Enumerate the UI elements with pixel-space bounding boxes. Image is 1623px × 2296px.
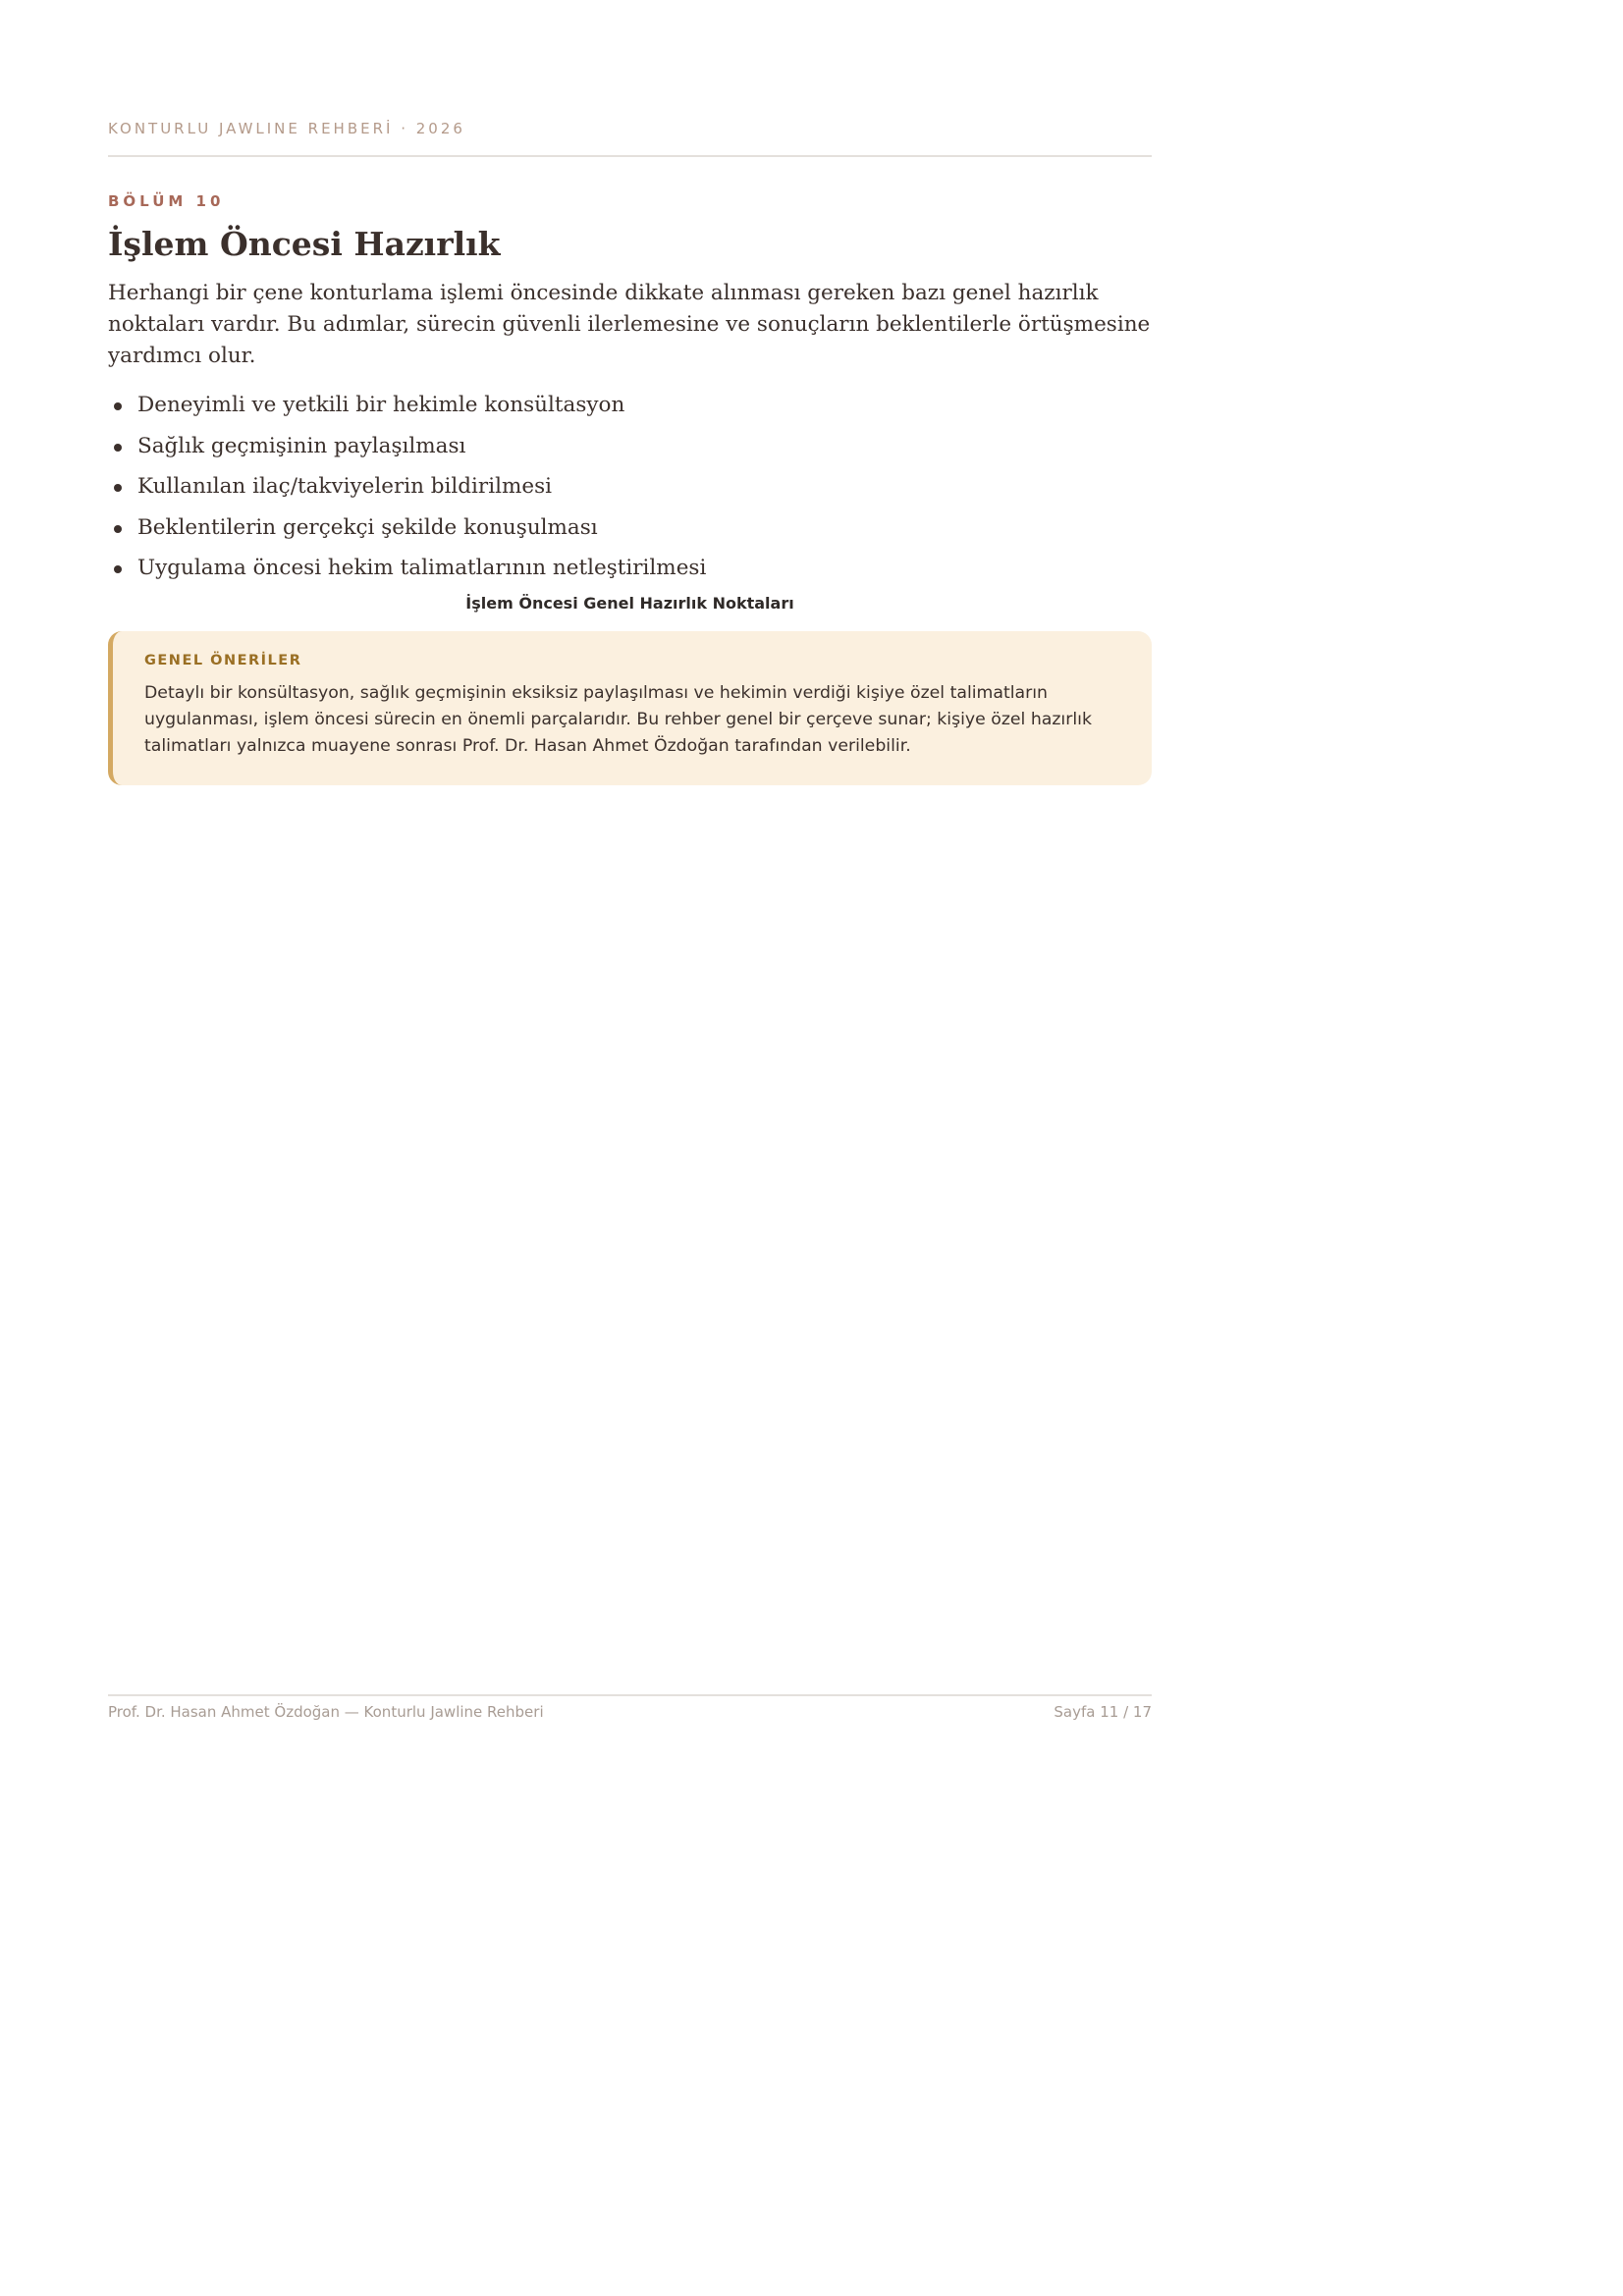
list-item-text: Sağlık geçmişinin paylaşılması [137,433,466,458]
list-item [108,553,1152,584]
bullet-icon [114,525,122,533]
list-item-text: Beklentilerin gerçekçi şekilde konuşulması [137,514,598,540]
chapter-title: İşlem Öncesi Hazırlık [108,225,501,263]
intro-paragraph: Herhangi bir çene konturlama işlemi öncesinde dikkate alınması gereken bazı genel hazırlık noktaları vardır. Bu adımlar, sürecin güvenli ilerlemesine ve sonuçların beklentilerle örtüşmesine yardımcı olur. [108,281,1151,369]
bullet-icon [114,444,122,452]
list-item [108,512,1152,544]
list-item-text: Kullanılan ilaç/takviyelerin bildirilmesi [137,474,552,500]
page-content [108,108,1152,785]
chapter-label: BÖLÜM 10 [108,192,225,210]
callout-body: Detaylı bir konsültasyon, sağlık geçmişinin eksiksiz paylaşılması ve hekimin verdiği kişiye özel talimatların uygulanması, işlem öncesi sürecin en önemli parçalarıdır. Bu rehber genel bir çerçeve sunar; kişiye özel hazırlık talimatları yalnızca muayene sonrası Prof. Dr. Hasan Ahmet Özdoğan tarafından verilebilir. [144,683,1092,757]
running-header: KONTURLU JAWLINE REHBERİ · 2026 [108,120,1152,157]
list-item-text: Uygulama öncesi hekim talimatlarının netleştirilmesi [137,556,707,581]
list-item [108,390,1152,421]
bullet-icon [114,565,122,573]
list-item [108,431,1152,462]
footer-author: Prof. Dr. Hasan Ahmet Özdoğan — Konturlu Jawline Rehberi [108,1703,544,1721]
list-item [108,471,1152,503]
list-caption: İşlem Öncesi Genel Hazırlık Noktaları [465,594,794,614]
preparation-list [108,390,1152,584]
page-number: Sayfa 11 / 17 [1054,1703,1152,1721]
list-item-text: Deneyimli ve yetkili bir hekimle konsültasyon [137,393,625,418]
page-footer [108,1694,1152,1721]
callout-title: GENEL ÖNERİLER [144,653,302,669]
bullet-icon [114,484,122,492]
general-recommendations-callout [108,631,1152,785]
bullet-icon [114,402,122,410]
